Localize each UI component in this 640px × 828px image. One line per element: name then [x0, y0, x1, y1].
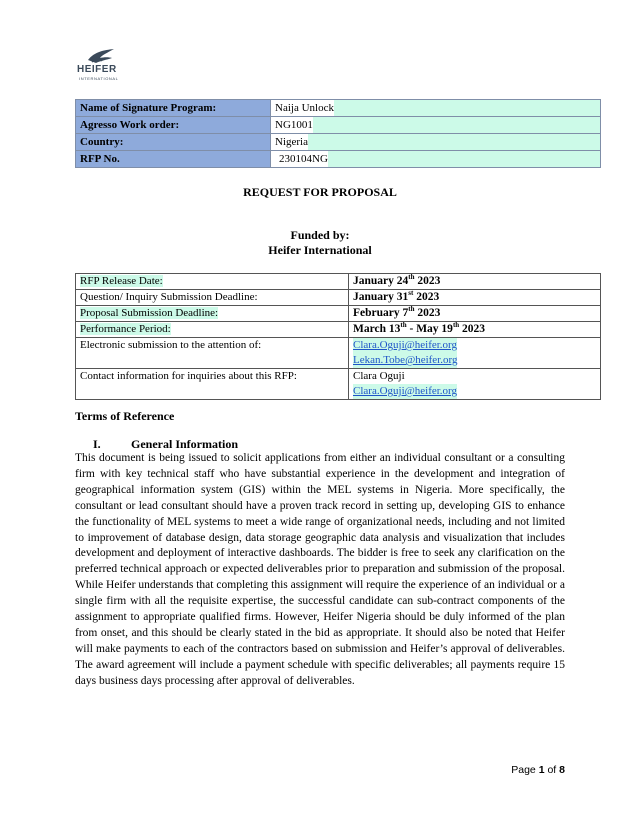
table-row — [76, 274, 601, 290]
proposal-deadline-label: Proposal Submission Deadline: — [80, 307, 219, 319]
page-footer: Page 1 of 8 — [511, 764, 565, 776]
table-row — [76, 338, 601, 369]
table-row — [76, 134, 601, 151]
country-value: Nigeria — [271, 136, 308, 148]
contact-email-link[interactable]: Clara.Oguji@heifer.org — [353, 385, 458, 397]
funded-by-label: Funded by: — [290, 228, 350, 242]
table-row — [76, 100, 601, 117]
table-row — [76, 117, 601, 134]
submission-contact-label: Electronic submission to the attention of: — [76, 338, 349, 369]
performance-period-value: March 13th - May 19th 2023 — [349, 322, 601, 338]
key-dates-table — [75, 273, 601, 400]
table-row — [76, 369, 601, 400]
release-date-label: RFP Release Date: — [80, 275, 163, 287]
section-title: General Information — [131, 437, 238, 451]
table-row — [76, 151, 601, 168]
table-row — [76, 306, 601, 322]
program-name-label: Name of Signature Program: — [76, 100, 271, 117]
program-name-value: Naija Unlock — [271, 102, 334, 114]
funded-by-block — [0, 228, 640, 258]
rfp-number-value: 230104NG — [271, 153, 328, 165]
rfp-number-label: RFP No. — [76, 151, 271, 168]
total-pages: 8 — [559, 764, 565, 776]
country-label: Country: — [76, 134, 271, 151]
contact-name: Clara Oguji — [353, 370, 405, 382]
section-number: I. — [93, 437, 101, 451]
submission-email-link-1[interactable]: Clara.Oguji@heifer.org — [353, 339, 458, 351]
terms-heading: Terms of Reference — [75, 409, 175, 423]
release-date-value: January 24th 2023 — [349, 274, 601, 290]
section-heading — [93, 437, 238, 452]
logo-subtitle: INTERNATIONAL — [79, 76, 119, 81]
table-row — [76, 290, 601, 306]
work-order-label: Agresso Work order: — [76, 117, 271, 134]
inquiry-deadline-label: Question/ Inquiry Submission Deadline: — [76, 290, 349, 306]
inquiry-deadline-value: January 31st 2023 — [349, 290, 601, 306]
submission-email-link-2[interactable]: Lekan.Tobe@heifer.org — [353, 354, 458, 366]
work-order-value: NG1001 — [271, 119, 313, 131]
table-row — [76, 322, 601, 338]
general-information-paragraph: This document is being issued to solicit applications from either an individual consultant or a consulting firm with key technical staff who have substantial experience in the development and integration of geographical information system (GIS) within the MEL systems in Nigeria. More specifically, the consultant or lead consultant should have a proven track record in setting up, developing GIS to enhance the functionality of MEL systems to meet a wide range of organizational needs, including and not limited to improvement of database design, data storage geographic data analysis and visualization that includes development and deployment of interactive dashboards. The bidder is free to seek any clarification on the preferred technical approach or expected deliverables prior to preparation and submission of the proposal. While Heifer understands that completing this assignment will require the experience of an individual or a single firm with all the requisite expertise, the successful candidate can sub-contract components of the assignment to appropriate qualified firms. However, Heifer Nigeria should be duly informed of the plan from onset, and this should be clearly stated in the bid as appropriate. It should also be noted that Heifer will make payments to each of the contractors based on submission and Heifer’s approval of deliverables. The award agreement will include a payment schedule with specific deliverables; all payments require 15 days business days processing after approval of deliverables. — [75, 452, 565, 687]
inquiry-contact-label: Contact information for inquiries about this RFP: — [76, 369, 349, 400]
document-title: REQUEST FOR PROPOSAL — [243, 185, 397, 199]
proposal-deadline-value: February 7th 2023 — [349, 306, 601, 322]
current-page: 1 — [538, 764, 545, 776]
funder-name: Heifer International — [268, 243, 372, 257]
logo-wordmark: HEIFER — [77, 64, 117, 75]
performance-period-label: Performance Period: — [80, 323, 171, 335]
signature-program-table — [75, 99, 601, 168]
